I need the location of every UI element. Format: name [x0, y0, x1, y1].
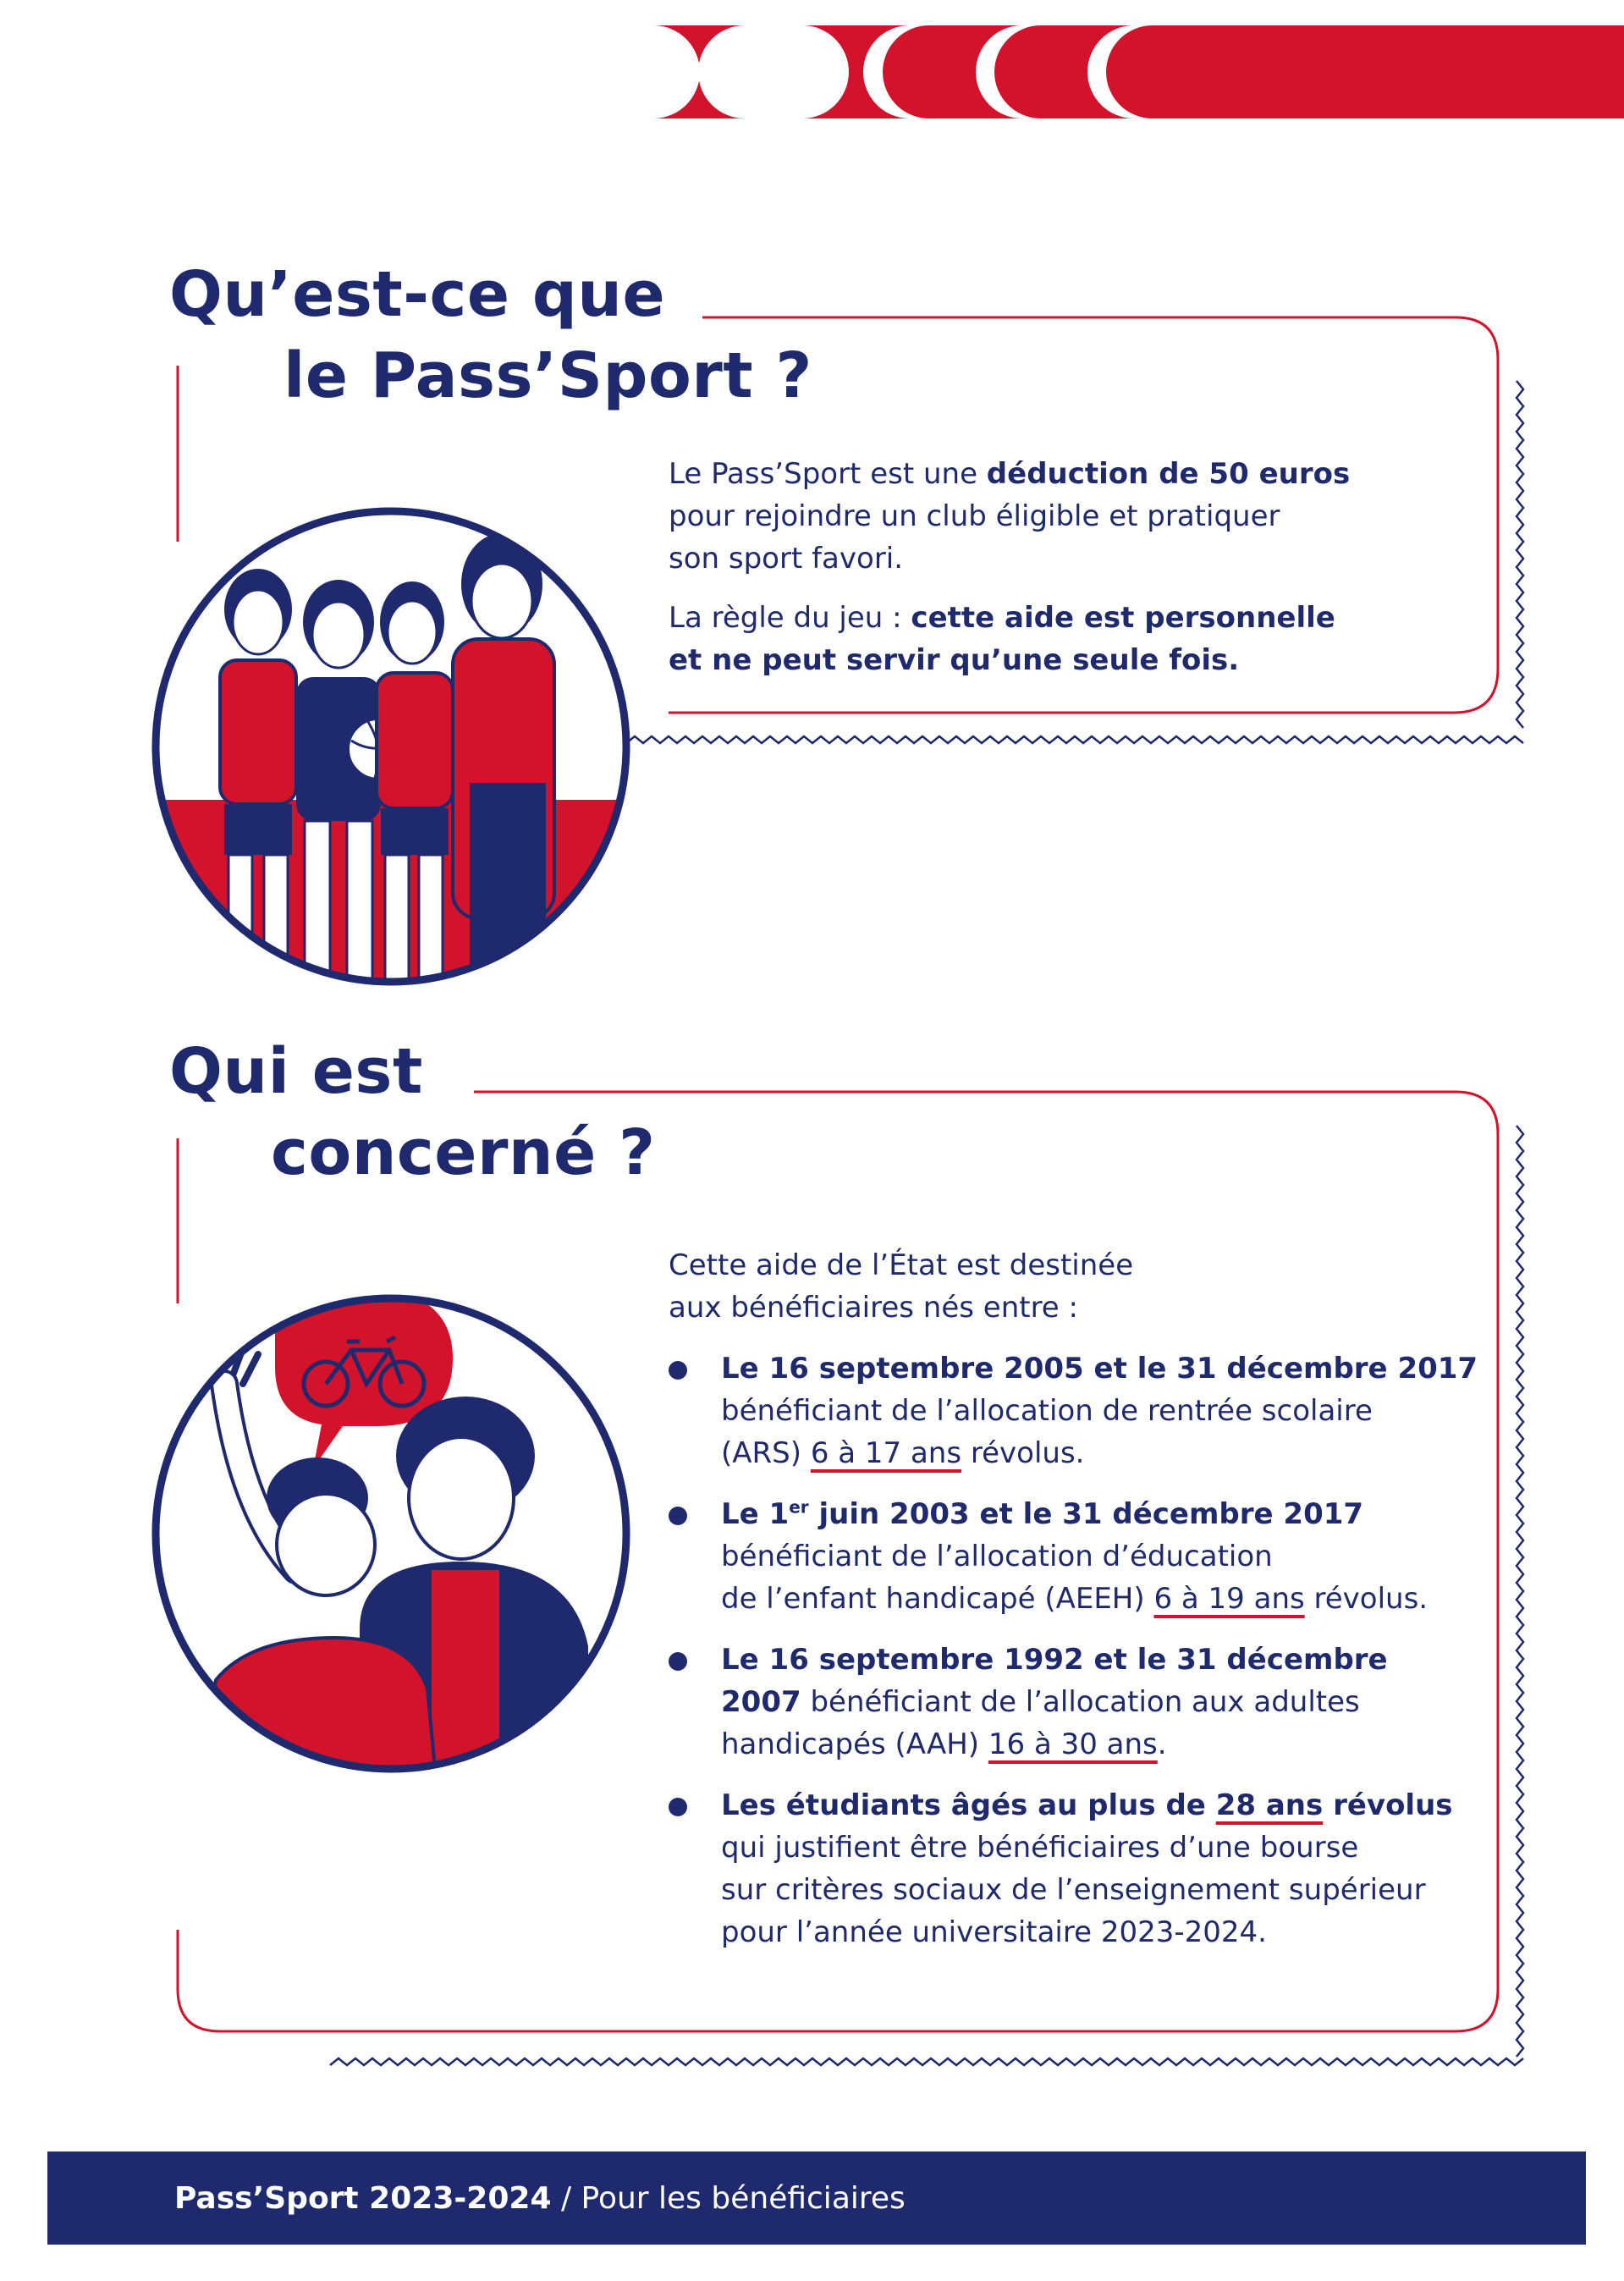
sports-team-illustration: [148, 504, 635, 990]
text-segment: sur critères sociaux de l’enseignement supérieur: [721, 1873, 1426, 1907]
text-segment: Le Pass’Sport est une: [669, 457, 987, 491]
text-segment: révolus.: [1304, 1582, 1429, 1616]
age-range: 16 à 30 ans: [988, 1727, 1158, 1761]
eligibility-intro: [669, 1244, 1481, 1329]
age-range: 6 à 19 ans: [1153, 1582, 1305, 1616]
bullet-icon: [669, 1361, 687, 1380]
title-line-2: le Pass’Sport ?: [284, 339, 812, 412]
text-segment: qui justifient être bénéficiaires d’une bourse: [721, 1831, 1359, 1865]
paragraph-definition: [669, 453, 1430, 580]
eligibility-list: [669, 1347, 1481, 1953]
footer-audience: / Pour les bénéficiaires: [551, 2180, 906, 2216]
text-segment: révolus.: [961, 1436, 1085, 1470]
text-segment: Les étudiants âgés au plus de: [721, 1788, 1216, 1822]
zigzag-border-bottom-2: [330, 2058, 1523, 2065]
bold-rule: et ne peut servir qu’une seule fois.: [669, 643, 1240, 677]
ordinal-suffix: er: [789, 1496, 809, 1518]
text-segment: pour rejoindre un club éligible et pratiquer: [669, 499, 1280, 533]
bullet-icon: [669, 1652, 687, 1671]
bullet-icon: [669, 1507, 687, 1525]
age-range: 6 à 17 ans: [810, 1436, 962, 1470]
paragraph-rule: [669, 597, 1430, 681]
text-segment: La règle du jeu :: [669, 601, 911, 635]
section-2-body: [669, 1244, 1481, 1972]
bold-rule: cette aide est personnelle: [911, 601, 1335, 635]
bold-amount: déduction de 50 euros: [986, 457, 1351, 491]
age-limit: 28 ans: [1215, 1788, 1324, 1822]
text-segment: (ARS): [721, 1436, 811, 1470]
item-students: [721, 1788, 1453, 1822]
text-segment: bénéficiant de l’allocation d’éducation: [721, 1540, 1273, 1573]
text-segment: juin 2003 et le 31 décembre 2017: [808, 1497, 1364, 1531]
text-segment: pour l’année universitaire 2023-2024.: [721, 1915, 1267, 1949]
list-item: [669, 1347, 1481, 1474]
young-people-illustration: [148, 1291, 635, 1777]
text-segment: aux bénéficiaires nés entre :: [669, 1291, 1078, 1325]
section-title-what-is: [169, 254, 812, 416]
section-1-body: [669, 453, 1430, 698]
item-dates: Le 16 septembre 2005 et le 31 décembre 2017: [721, 1352, 1478, 1386]
text-segment: Le 1: [721, 1497, 790, 1531]
text-segment: de l’enfant handicapé (AEEH): [721, 1582, 1154, 1616]
footer-program-name: Pass’Sport 2023-2024: [174, 2180, 552, 2216]
footer-bar: [47, 2152, 1586, 2245]
bullet-icon: [669, 1798, 687, 1816]
zigzag-border-right-1: [1517, 381, 1523, 728]
list-item: [669, 1784, 1481, 1953]
list-item: [669, 1639, 1481, 1766]
text-segment: .: [1157, 1727, 1167, 1761]
section-title-who: [169, 1031, 656, 1193]
text-segment: bénéficiant de l’allocation aux adultes: [801, 1685, 1360, 1719]
text-segment: son sport favori.: [669, 542, 904, 576]
text-segment: bénéficiant de l’allocation de rentrée scolaire: [721, 1394, 1373, 1428]
list-item: [669, 1493, 1481, 1620]
item-dates: Le 16 septembre 1992 et le 31 décembre: [721, 1643, 1388, 1677]
zigzag-border-bottom-1: [626, 736, 1523, 743]
item-dates: 2007: [721, 1685, 801, 1719]
text-segment: révolus: [1323, 1788, 1453, 1822]
zigzag-border-right-2: [1517, 1126, 1523, 2057]
item-dates: [721, 1497, 1363, 1531]
title-line-2: concerné ?: [271, 1116, 656, 1189]
title-line-1: Qu’est-ce que: [169, 258, 666, 331]
text-segment: Cette aide de l’État est destinée: [669, 1248, 1134, 1282]
text-segment: handicapés (AAH): [721, 1727, 988, 1761]
title-line-1: Qui est: [169, 1035, 423, 1108]
